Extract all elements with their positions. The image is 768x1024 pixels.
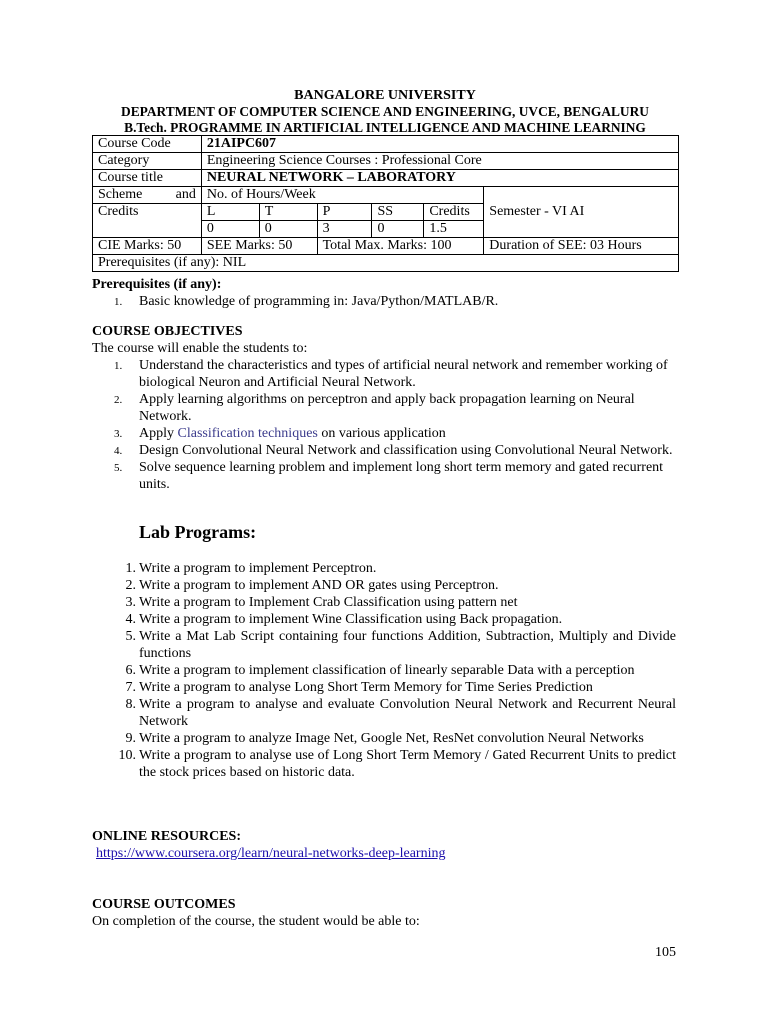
online-resources-section — [92, 828, 682, 862]
list-item: 4. Design Convolutional Neural Network and classification using Convolutional Neural Network. — [114, 443, 673, 458]
list-item: 1. Write a program to implement Perceptron. — [125, 561, 377, 576]
scheme-word: Scheme — [98, 187, 143, 202]
course-objectives-section — [92, 323, 682, 493]
university-title: BANGALORE UNIVERSITY — [294, 88, 476, 103]
hours-label: No. of Hours/Week — [201, 187, 483, 204]
see-marks: SEE Marks: 50 — [201, 238, 317, 255]
list-item: 3. Apply Classification techniques on various application — [114, 426, 446, 441]
see-duration: Duration of SEE: 03 Hours — [484, 238, 679, 255]
list-item: 5. Write a Mat Lab Script containing four functions Addition, Subtraction, Multiply and Divide functions — [125, 629, 676, 661]
scheme-label — [93, 187, 202, 204]
col-credits: Credits — [424, 204, 484, 221]
val-ss: 0 — [372, 221, 424, 238]
online-resources-heading: ONLINE RESOURCES: — [92, 829, 241, 844]
list-item: 1. Understand the characteristics and types of artificial neural network and remember working of biological Neuron and Artificial Neural Network. — [114, 358, 668, 390]
list-item: 2. Write a program to implement AND OR gates using Perceptron. — [125, 578, 499, 593]
lab-programs-heading: Lab Programs: — [139, 522, 257, 542]
course-code-label: Course Code — [93, 136, 202, 153]
page-number: 105 — [655, 945, 676, 960]
lab-programs-list — [92, 560, 676, 781]
list-item: 3. Write a program to Implement Crab Classification using pattern net — [125, 595, 518, 610]
prerequisites-row: Prerequisites (if any): NIL — [93, 255, 679, 272]
cie-marks: CIE Marks: 50 — [93, 238, 202, 255]
val-p: 3 — [317, 221, 372, 238]
val-t: 0 — [259, 221, 317, 238]
val-credits: 1.5 — [424, 221, 484, 238]
prerequisites-heading: Prerequisites (if any): — [92, 277, 222, 292]
list-item: 2. Apply learning algorithms on perceptron and apply back propagation learning on Neural Network. — [114, 392, 635, 424]
course-title-value: NEURAL NETWORK – LABORATORY — [201, 170, 678, 187]
list-item: 9. Write a program to analyze Image Net, Google Net, ResNet convolution Neural Networks — [125, 731, 644, 746]
list-item: 5. Solve sequence learning problem and implement long short term memory and gated recurrent units. — [114, 460, 664, 492]
coursera-link[interactable]: https://www.coursera.org/learn/neural-networks-deep-learning — [96, 846, 446, 861]
col-l: L — [201, 204, 259, 221]
outcomes-intro: On completion of the course, the student would be able to: — [92, 914, 420, 929]
programme-title: B.Tech. PROGRAMME IN ARTIFICIAL INTELLIGENCE AND MACHINE LEARNING — [124, 120, 646, 135]
department-title: DEPARTMENT OF COMPUTER SCIENCE AND ENGINEERING, UVCE, BENGALURU — [121, 104, 649, 119]
list-item: 8. Write a program to analyse and evaluate Convolution Neural Network and Recurrent Neural Network — [125, 697, 676, 729]
list-item: 4. Write a program to implement Wine Classification using Back propagation. — [125, 612, 563, 627]
val-l: 0 — [201, 221, 259, 238]
course-outcomes-section — [92, 896, 682, 930]
list-item: 6. Write a program to implement classification of linearly separable Data with a perception — [125, 663, 635, 678]
col-t: T — [259, 204, 317, 221]
and-word: and — [175, 187, 196, 202]
prerequisites-section — [92, 276, 682, 310]
course-code-value: 21AIPC607 — [201, 136, 678, 153]
col-p: P — [317, 204, 372, 221]
category-value: Engineering Science Courses : Professional Core — [201, 153, 678, 170]
credits-word: Credits — [93, 204, 202, 238]
list-item: 1. Basic knowledge of programming in: Java/Python/MATLAB/R. — [114, 294, 499, 309]
total-marks: Total Max. Marks: 100 — [317, 238, 484, 255]
objectives-intro: The course will enable the students to: — [92, 341, 308, 356]
category-label: Category — [93, 153, 202, 170]
outcomes-heading: COURSE OUTCOMES — [92, 897, 236, 912]
col-ss: SS — [372, 204, 424, 221]
course-details-table — [92, 135, 679, 272]
semester-cell: Semester - VI AI — [484, 187, 679, 238]
objectives-heading: COURSE OBJECTIVES — [92, 324, 243, 339]
list-item: 10. Write a program to analyse use of Long Short Term Memory / Gated Recurrent Units to predict the stock prices based on historic data. — [118, 748, 676, 780]
list-item: 7. Write a program to analyse Long Short Term Memory for Time Series Prediction — [125, 680, 593, 695]
course-title-label: Course title — [93, 170, 202, 187]
